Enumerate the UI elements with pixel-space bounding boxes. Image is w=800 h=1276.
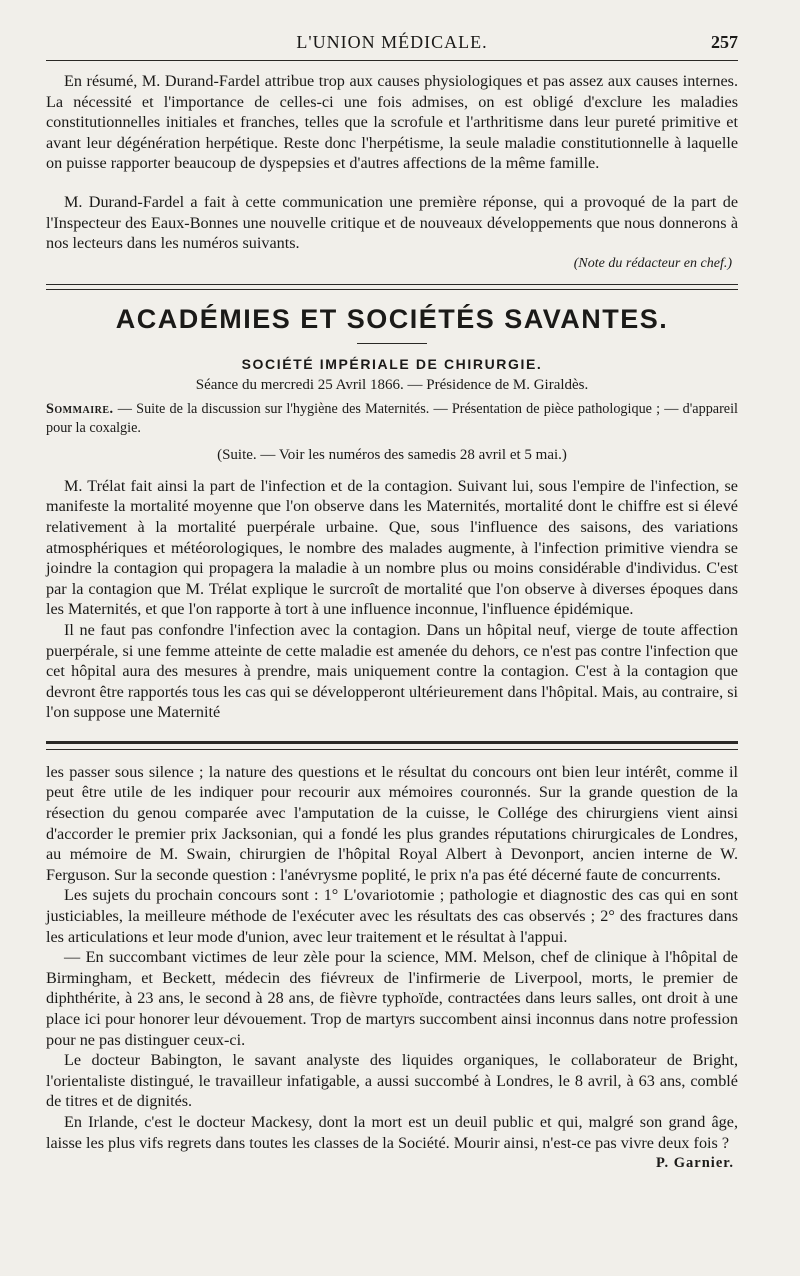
page-number: 257: [711, 32, 738, 52]
section-divider: [46, 284, 738, 290]
paragraph: Le docteur Babington, le savant analyste des liquides organiques, le collaborateur de Bright, l'orientaliste distingué, le travailleur infatigable, a aussi succombé à Londres, le 8 avril, à 63 ans, comblé de titres et de dignités.: [46, 1051, 738, 1111]
heading-rule: [357, 343, 427, 344]
paragraph: Il ne faut pas confondre l'infection avec la contagion. Dans un hôpital neuf, vierge de toute affection puerpérale, si une femme atteinte de cette maladie est amenée du dehors, ce n'est pas contre l'infection que cet hôpital aura des mesures à prendre, mais uniquement contre la contagion. C'est à la contagion que devront être rapportés tous les cas qui se développeront ultérieurement dans l'hôpital. Mais, au contraire, si l'on suppose une Maternité: [46, 620, 738, 722]
feuilleton-divider: [46, 741, 738, 750]
session-line: Séance du mercredi 25 Avril 1866. — Présidence de M. Giraldès.: [195, 376, 589, 393]
paragraph: Les sujets du prochain concours sont : 1° L'ovariotomie ; pathologie et diagnostic des cas qui en sont justiciables, la meilleure méthode de l'exécuter avec les résultats des cas observés ; 2° des fractures dans les articulations et leur mode d'union, avec leur traitement et le résultat à l'appui.: [46, 886, 738, 946]
paragraph: M. Durand-Fardel a fait à cette communication une première réponse, qui a provoqué de la part de l'Inspecteur des Eaux-Bonnes une nouvelle critique et de nouveaux développements que nous donnerons à nos lecteurs dans les numéros suivants.: [46, 192, 738, 253]
sommaire-label: Sommaire.: [46, 400, 114, 417]
society-title: SOCIÉTÉ IMPÉRIALE DE CHIRURGIE.: [241, 355, 543, 372]
sommaire: [46, 400, 738, 438]
sommaire-text: — Suite de la discussion sur l'hygiène des Maternités. — Présentation de pièce pathologique ; — d'appareil pour la coxalgie.: [46, 400, 738, 436]
paragraph: En Irlande, c'est le docteur Mackesy, dont la mort est un deuil public et qui, malgré son grand âge, laisse les plus vifs regrets dans toutes les classes de la Société. Mourir ainsi, n'est-ce pas vivre deux fois ?: [46, 1112, 738, 1152]
signature: P. Garnier.: [656, 1155, 734, 1172]
paragraph: — En succombant victimes de leur zèle pour la science, MM. Melson, chef de clinique à l'hôpital de Birmingham, et Beckett, médecin des fiévreux de l'infirmerie de Liverpool, morts, le premier de diphthérite, à 23 ans, le second à 28 ans, de fièvre typhoïde, contractées dans leurs salles, ont droit à une place ici pour honorer leur dévouement. Trop de martyrs succombent ainsi inconnus dans notre profession pour ne pas distinguer ceux-ci.: [46, 948, 738, 1049]
paragraph: M. Trélat fait ainsi la part de l'infection et de la contagion. Suivant lui, sous l'empire de l'infection, se manifeste la mortalité moyenne que l'on observe dans les Maternités, mortalité dont le chiffre est si élevé relativement à la mortalité puerpérale urbaine. Que, sous l'influence des saisons, des variations atmosphériques et météorologiques, le nombre des malades augmente, à l'infection primitive viendra se joindre la contagion qui propagera la maladie à un nombre plus ou moins considérable d'individus. C'est par la contagion que M. Trélat explique le surcroît de mortalité que l'on observe à diverses époques dans les Maternités, et que l'on rapporte à tort à une influence inconnue, l'influence épidémique.: [46, 476, 738, 619]
paragraph: les passer sous silence ; la nature des questions et le résultat du concours ont bien leur intérêt, comme il peut être utile de les indiquer pour recourir aux mémoires couronnés. Sur la grande question de la résection du genou comparée avec l'amputation de la cuisse, le Collége des chirurgiens vient ainsi d'accorder le premier prix Jacksonian, qui a fondé les plus grandes réputations chirurgicales de Londres, au mémoire de M. Swain, chirurgien de l'hôpital Royal Albert à Devonport, ancien interne de W. Ferguson. Sur la seconde question : l'anévrysme poplité, le prix n'a pas été décerné faute de concurrents.: [46, 762, 738, 884]
section-heading: ACADÉMIES ET SOCIÉTÉS SAVANTES.: [115, 303, 669, 334]
editor-note: (Note du rédacteur en chef.): [573, 255, 732, 271]
running-head: [46, 26, 738, 61]
durand-fardel-section: [46, 71, 738, 274]
running-title: L'UNION MÉDICALE.: [296, 32, 488, 52]
academies-section: [46, 304, 738, 723]
suite-line: (Suite. — Voir les numéros des samedis 28 avril et 5 mai.): [217, 446, 567, 463]
paragraph: En résumé, M. Durand-Fardel attribue trop aux causes physiologiques et pas assez aux causes internes. La nécessité et l'importance de celles-ci une fois admises, on est obligé d'exclure les maladies constitutionnelles initiales et franches, telles que la scrofule et l'arthritisme dans leur pureté primitive et avant leur dégénération herpétique. Reste donc l'herpétisme, la seule maladie constitutionnelle à laquelle on puisse rapporter beaucoup de dyspepsies et d'autres affections de la même famille.: [46, 72, 738, 173]
feuilleton-section: [46, 762, 738, 1172]
